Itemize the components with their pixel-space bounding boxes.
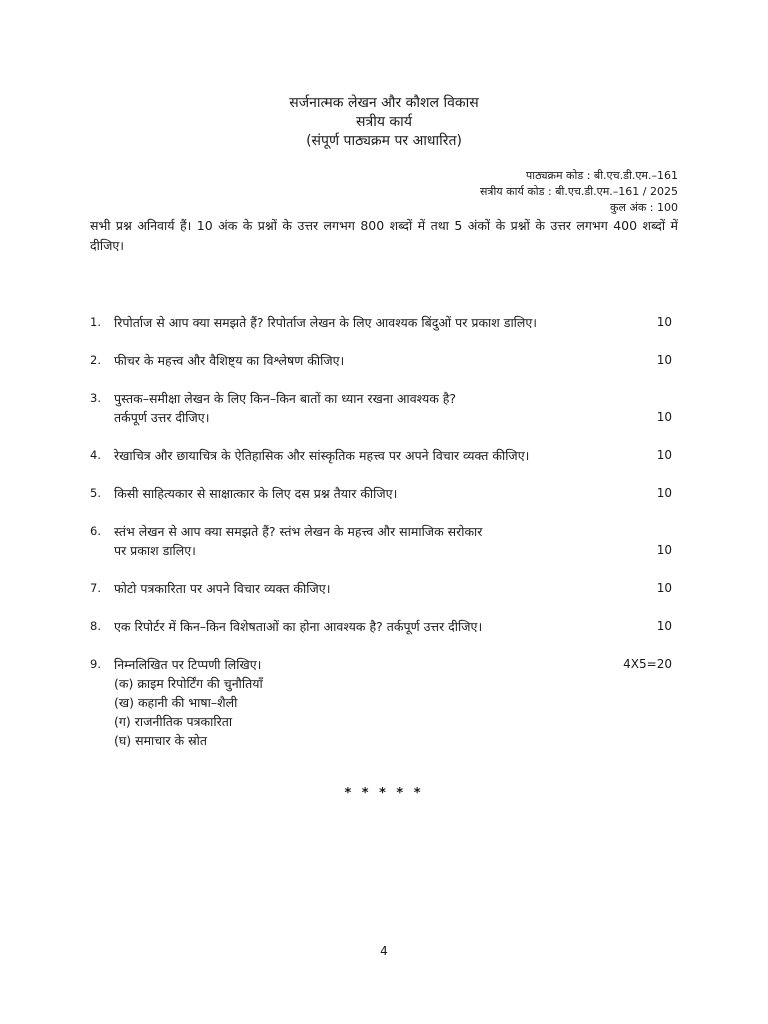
question-marks: 10 bbox=[656, 315, 672, 329]
question-marks: 10 bbox=[656, 543, 672, 557]
question-6 bbox=[90, 522, 678, 560]
instructions: सभी प्रश्न अनिवार्य हैं। 10 अंक के प्रश्नों के उत्तर लगभग 800 शब्दों में तथा 5 अंकों के प्रश्नों के उत्तर लगभग 400 शब्दों में दीजिए। bbox=[90, 218, 678, 253]
question-number: 2. bbox=[90, 353, 101, 367]
question-marks: 10 bbox=[656, 448, 672, 462]
question-text: किसी साहित्यकार से साक्षात्कार के लिए दस प्रश्न तैयार कीजिए। bbox=[114, 486, 398, 501]
question-text: पुस्तक–समीक्षा लेखन के लिए किन–किन बातों का ध्यान रखना आवश्यक है? bbox=[114, 391, 457, 406]
page-number: 4 bbox=[380, 944, 388, 958]
sub-question: (ख) कहानी की भाषा–शैली bbox=[114, 695, 238, 710]
question-text: निम्नलिखित पर टिप्पणी लिखिए। bbox=[114, 657, 262, 672]
question-text: एक रिपोर्टर में किन–किन विशेषताओं का होना आवश्यक है? तर्कपूर्ण उत्तर दीजिए। bbox=[114, 619, 483, 634]
question-9 bbox=[90, 655, 678, 750]
end-marker: * * * * * bbox=[344, 786, 424, 801]
sub-question: (क) क्राइम रिपोर्टिंग की चुनौतियाँ bbox=[114, 676, 263, 691]
question-4 bbox=[90, 446, 678, 465]
question-text-continued: तर्कपूर्ण उत्तर दीजिए। bbox=[114, 410, 210, 425]
question-marks: 10 bbox=[656, 486, 672, 500]
question-text: रिपोर्ताज से आप क्या समझते हैं? रिपोर्ताज लेखन के लिए आवश्यक बिंदुओं पर प्रकाश डालिए। bbox=[114, 315, 538, 330]
question-text: फोटो पत्रकारिता पर अपने विचार व्यक्त कीजिए। bbox=[114, 581, 331, 596]
title-block bbox=[0, 94, 768, 151]
document-title: सर्जनात्मक लेखन और कौशल विकास bbox=[289, 95, 479, 111]
question-number: 1. bbox=[90, 315, 101, 329]
question-number: 3. bbox=[90, 391, 101, 405]
assignment-code: सत्रीय कार्य कोड : बी.एच.डी.एम.–161 / 2025 bbox=[479, 185, 678, 198]
total-marks: कुल अंक : 100 bbox=[610, 201, 678, 214]
question-text-continued: पर प्रकाश डालिए। bbox=[114, 543, 196, 558]
question-marks: 10 bbox=[656, 353, 672, 367]
document-subtitle: सत्रीय कार्य bbox=[356, 114, 412, 130]
question-number: 6. bbox=[90, 524, 101, 538]
question-text: रेखाचित्र और छायाचित्र के ऐतिहासिक और सांस्कृतिक महत्त्व पर अपने विचार व्यक्त कीजिए। bbox=[114, 448, 530, 463]
course-code: पाठ्यक्रम कोड : बी.एच.डी.एम.–161 bbox=[526, 169, 678, 182]
sub-question: (घ) समाचार के स्रोत bbox=[114, 733, 208, 748]
question-1 bbox=[90, 313, 678, 332]
question-marks: 10 bbox=[656, 581, 672, 595]
question-number: 8. bbox=[90, 619, 101, 633]
question-7 bbox=[90, 579, 678, 598]
question-marks: 10 bbox=[656, 410, 672, 424]
sub-question: (ग) राजनीतिक पत्रकारिता bbox=[114, 714, 233, 729]
question-text: फीचर के महत्त्व और वैशिष्ट्य का विश्लेषण कीजिए। bbox=[114, 353, 345, 368]
sub-question-list bbox=[114, 674, 638, 750]
question-number: 5. bbox=[90, 486, 101, 500]
question-3 bbox=[90, 389, 678, 427]
question-8 bbox=[90, 617, 678, 636]
question-number: 9. bbox=[90, 657, 101, 671]
question-marks: 10 bbox=[656, 619, 672, 633]
question-number: 7. bbox=[90, 581, 101, 595]
question-marks: 4X5=20 bbox=[623, 657, 672, 671]
question-text: स्तंभ लेखन से आप क्या समझते हैं? स्तंभ लेखन के महत्त्व और सामाजिक सरोकार bbox=[114, 524, 483, 539]
question-2 bbox=[90, 351, 678, 370]
course-meta bbox=[480, 168, 678, 216]
document-basis: (संपूर्ण पाठ्यक्रम पर आधारित) bbox=[306, 133, 462, 149]
question-5 bbox=[90, 484, 678, 503]
question-number: 4. bbox=[90, 448, 101, 462]
